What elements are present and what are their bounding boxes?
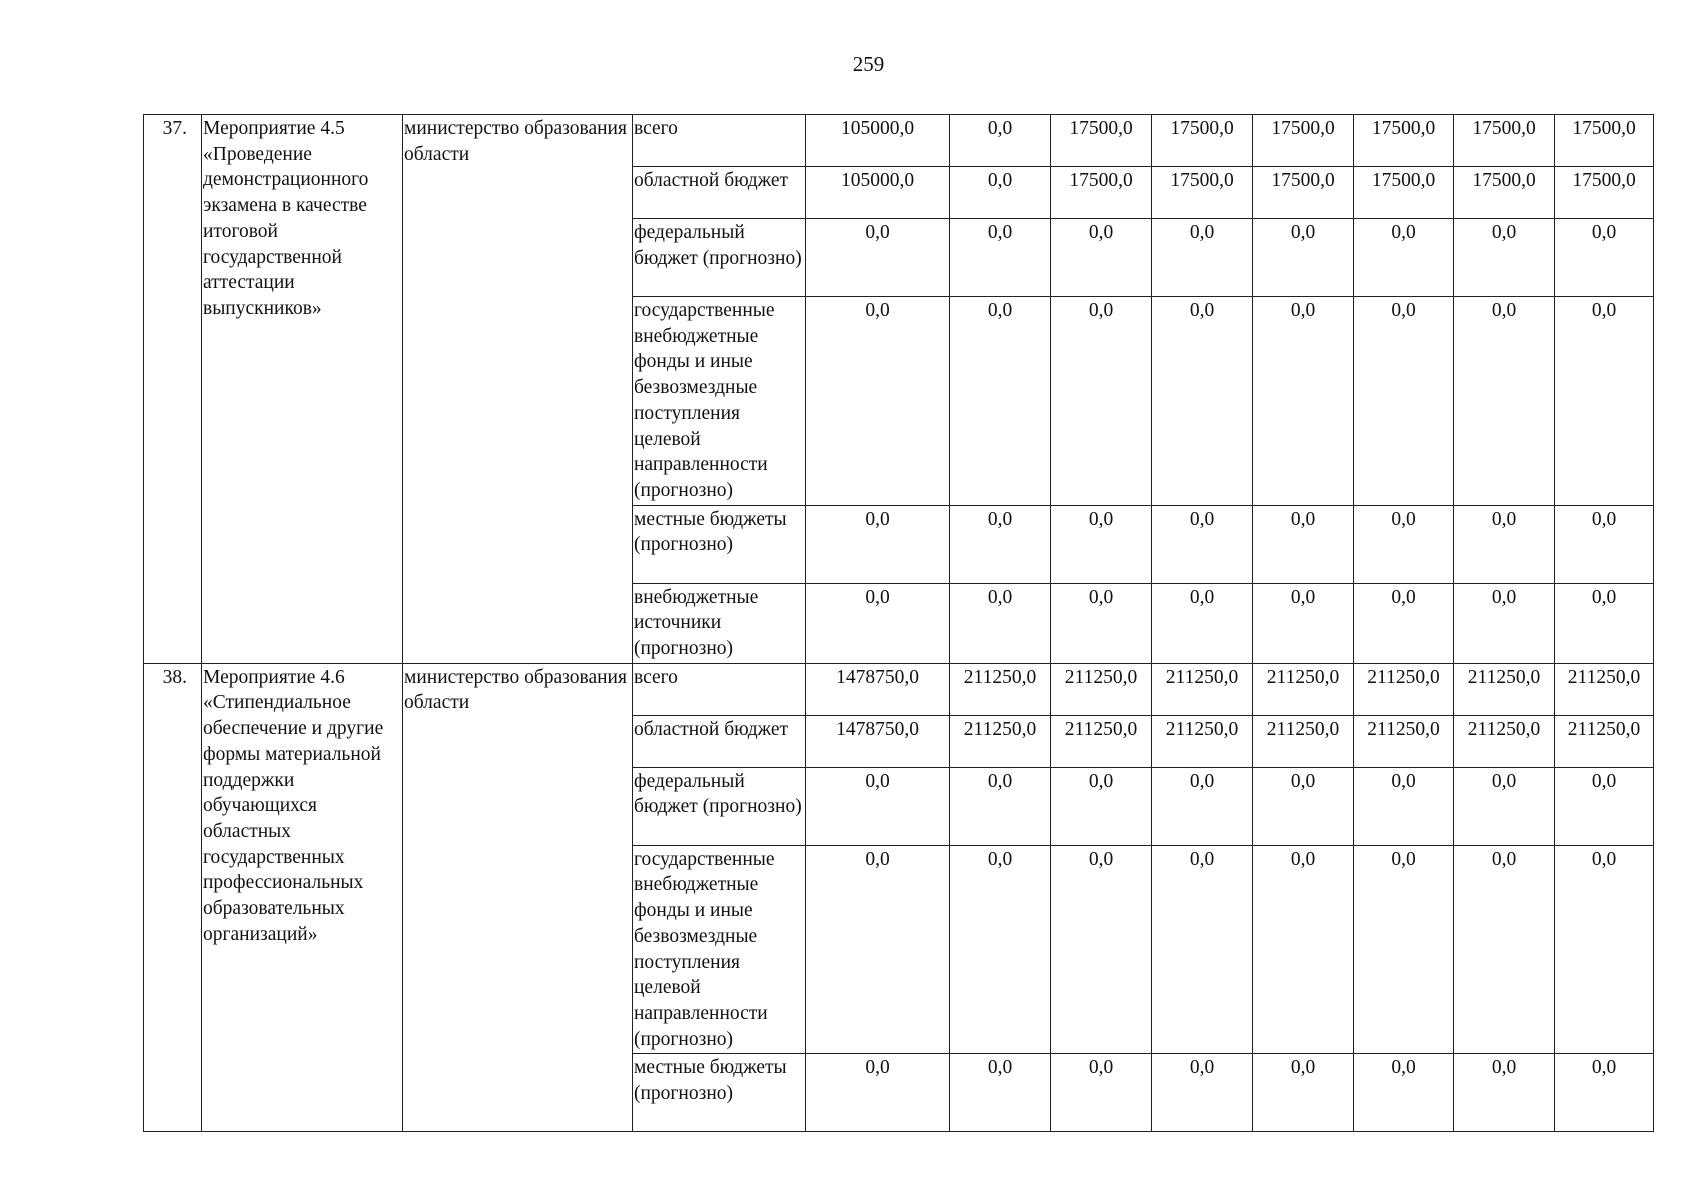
amount-cell: 0,0 (806, 219, 950, 297)
amount-cell: 1478750,0 (806, 663, 950, 715)
amount-cell: 211250,0 (1253, 715, 1354, 767)
amount-cell: 0,0 (1152, 1054, 1253, 1132)
amount-cell: 0,0 (806, 1054, 950, 1132)
amount-cell: 0,0 (950, 583, 1051, 663)
amount-cell: 0,0 (1253, 1054, 1354, 1132)
amount-cell: 0,0 (1354, 1054, 1454, 1132)
amount-cell: 0,0 (1253, 505, 1354, 583)
amount-cell: 17500,0 (1051, 115, 1152, 167)
amount-cell: 211250,0 (1354, 663, 1454, 715)
amount-cell: 0,0 (1253, 297, 1354, 506)
amount-cell: 0,0 (1555, 845, 1654, 1054)
amount-cell: 0,0 (1152, 219, 1253, 297)
financing-table (143, 114, 1654, 1132)
amount-cell: 0,0 (1454, 505, 1555, 583)
funding-source: федеральный бюджет (прогнозно) (633, 219, 806, 297)
amount-cell: 0,0 (950, 219, 1051, 297)
amount-cell: 105000,0 (806, 115, 950, 167)
amount-cell: 0,0 (806, 297, 950, 506)
amount-cell: 17500,0 (1454, 167, 1555, 219)
amount-cell: 211250,0 (1454, 663, 1555, 715)
amount-cell: 0,0 (950, 845, 1051, 1054)
amount-cell: 17500,0 (1152, 115, 1253, 167)
amount-cell: 17500,0 (1354, 167, 1454, 219)
funding-source: местные бюджеты (прогнозно) (633, 1054, 806, 1132)
amount-cell: 0,0 (1051, 845, 1152, 1054)
amount-cell: 0,0 (950, 115, 1051, 167)
amount-cell: 211250,0 (950, 715, 1051, 767)
amount-cell: 0,0 (1454, 297, 1555, 506)
amount-cell: 211250,0 (950, 663, 1051, 715)
amount-cell: 0,0 (1152, 845, 1253, 1054)
amount-cell: 0,0 (1555, 767, 1654, 845)
amount-cell: 211250,0 (1051, 663, 1152, 715)
amount-cell: 211250,0 (1051, 715, 1152, 767)
amount-cell: 17500,0 (1051, 167, 1152, 219)
amount-cell: 0,0 (806, 767, 950, 845)
amount-cell: 0,0 (1253, 219, 1354, 297)
amount-cell: 0,0 (1051, 219, 1152, 297)
funding-source: федеральный бюджет (прогнозно) (633, 767, 806, 845)
amount-cell: 0,0 (1354, 583, 1454, 663)
amount-cell: 0,0 (1354, 767, 1454, 845)
amount-cell: 17500,0 (1152, 167, 1253, 219)
executor: министерство образования области (403, 663, 633, 1132)
amount-cell: 0,0 (1555, 297, 1654, 506)
page-number: 259 (852, 52, 885, 76)
row-number: 37. (144, 115, 202, 664)
amount-cell: 0,0 (1454, 583, 1555, 663)
amount-cell: 0,0 (806, 505, 950, 583)
amount-cell: 0,0 (806, 583, 950, 663)
amount-cell: 0,0 (950, 767, 1051, 845)
amount-cell: 0,0 (1051, 1054, 1152, 1132)
amount-cell: 17500,0 (1555, 115, 1654, 167)
amount-cell: 0,0 (1354, 219, 1454, 297)
amount-cell: 17500,0 (1454, 115, 1555, 167)
measure-title: Мероприятие 4.6 «Стипендиальное обеспечение и другие формы материальной поддержки обучающихся областных государственных профессиональных образовательных организаций» (202, 663, 403, 1132)
amount-cell: 0,0 (950, 1054, 1051, 1132)
amount-cell: 0,0 (1152, 767, 1253, 845)
amount-cell: 0,0 (1555, 219, 1654, 297)
amount-cell: 0,0 (950, 297, 1051, 506)
funding-source: внебюджетные источники (прогнозно) (633, 583, 806, 663)
funding-source: местные бюджеты (прогнозно) (633, 505, 806, 583)
funding-source: всего (633, 663, 806, 715)
amount-cell: 0,0 (1454, 219, 1555, 297)
amount-cell: 0,0 (1051, 505, 1152, 583)
funding-source: всего (633, 115, 806, 167)
funding-source: государственные внебюджетные фонды и иные безвозмездные поступления целевой направленности (прогнозно) (633, 845, 806, 1054)
amount-cell: 211250,0 (1152, 663, 1253, 715)
funding-source: областной бюджет (633, 167, 806, 219)
amount-cell: 17500,0 (1253, 167, 1354, 219)
amount-cell: 211250,0 (1454, 715, 1555, 767)
amount-cell: 0,0 (1555, 583, 1654, 663)
amount-cell: 0,0 (1253, 767, 1354, 845)
amount-cell: 0,0 (1454, 1054, 1555, 1132)
amount-cell: 1478750,0 (806, 715, 950, 767)
amount-cell: 0,0 (1253, 583, 1354, 663)
amount-cell: 0,0 (1051, 583, 1152, 663)
amount-cell: 17500,0 (1354, 115, 1454, 167)
amount-cell: 211250,0 (1555, 715, 1654, 767)
amount-cell: 0,0 (1051, 297, 1152, 506)
amount-cell: 17500,0 (1555, 167, 1654, 219)
amount-cell: 0,0 (950, 505, 1051, 583)
amount-cell: 0,0 (806, 845, 950, 1054)
amount-cell: 211250,0 (1555, 663, 1654, 715)
executor: министерство образования области (403, 115, 633, 664)
table-row (144, 663, 1654, 715)
amount-cell: 0,0 (1253, 845, 1354, 1054)
amount-cell: 0,0 (1152, 297, 1253, 506)
table-body (144, 115, 1654, 1132)
amount-cell: 105000,0 (806, 167, 950, 219)
amount-cell: 0,0 (1354, 505, 1454, 583)
amount-cell: 0,0 (1051, 767, 1152, 845)
amount-cell: 0,0 (1354, 845, 1454, 1054)
amount-cell: 0,0 (1555, 505, 1654, 583)
amount-cell: 0,0 (1555, 1054, 1654, 1132)
table-row (144, 115, 1654, 167)
amount-cell: 211250,0 (1152, 715, 1253, 767)
amount-cell: 0,0 (1354, 297, 1454, 506)
funding-source: государственные внебюджетные фонды и иные безвозмездные поступления целевой направленности (прогнозно) (633, 297, 806, 506)
amount-cell: 211250,0 (1253, 663, 1354, 715)
funding-source: областной бюджет (633, 715, 806, 767)
amount-cell: 0,0 (1152, 583, 1253, 663)
amount-cell: 211250,0 (1354, 715, 1454, 767)
amount-cell: 0,0 (1152, 505, 1253, 583)
measure-title: Мероприятие 4.5 «Проведение демонстрационного экзамена в качестве итоговой государственной аттестации выпускников» (202, 115, 403, 664)
amount-cell: 0,0 (1454, 767, 1555, 845)
row-number: 38. (144, 663, 202, 1132)
amount-cell: 17500,0 (1253, 115, 1354, 167)
amount-cell: 0,0 (950, 167, 1051, 219)
amount-cell: 0,0 (1454, 845, 1555, 1054)
